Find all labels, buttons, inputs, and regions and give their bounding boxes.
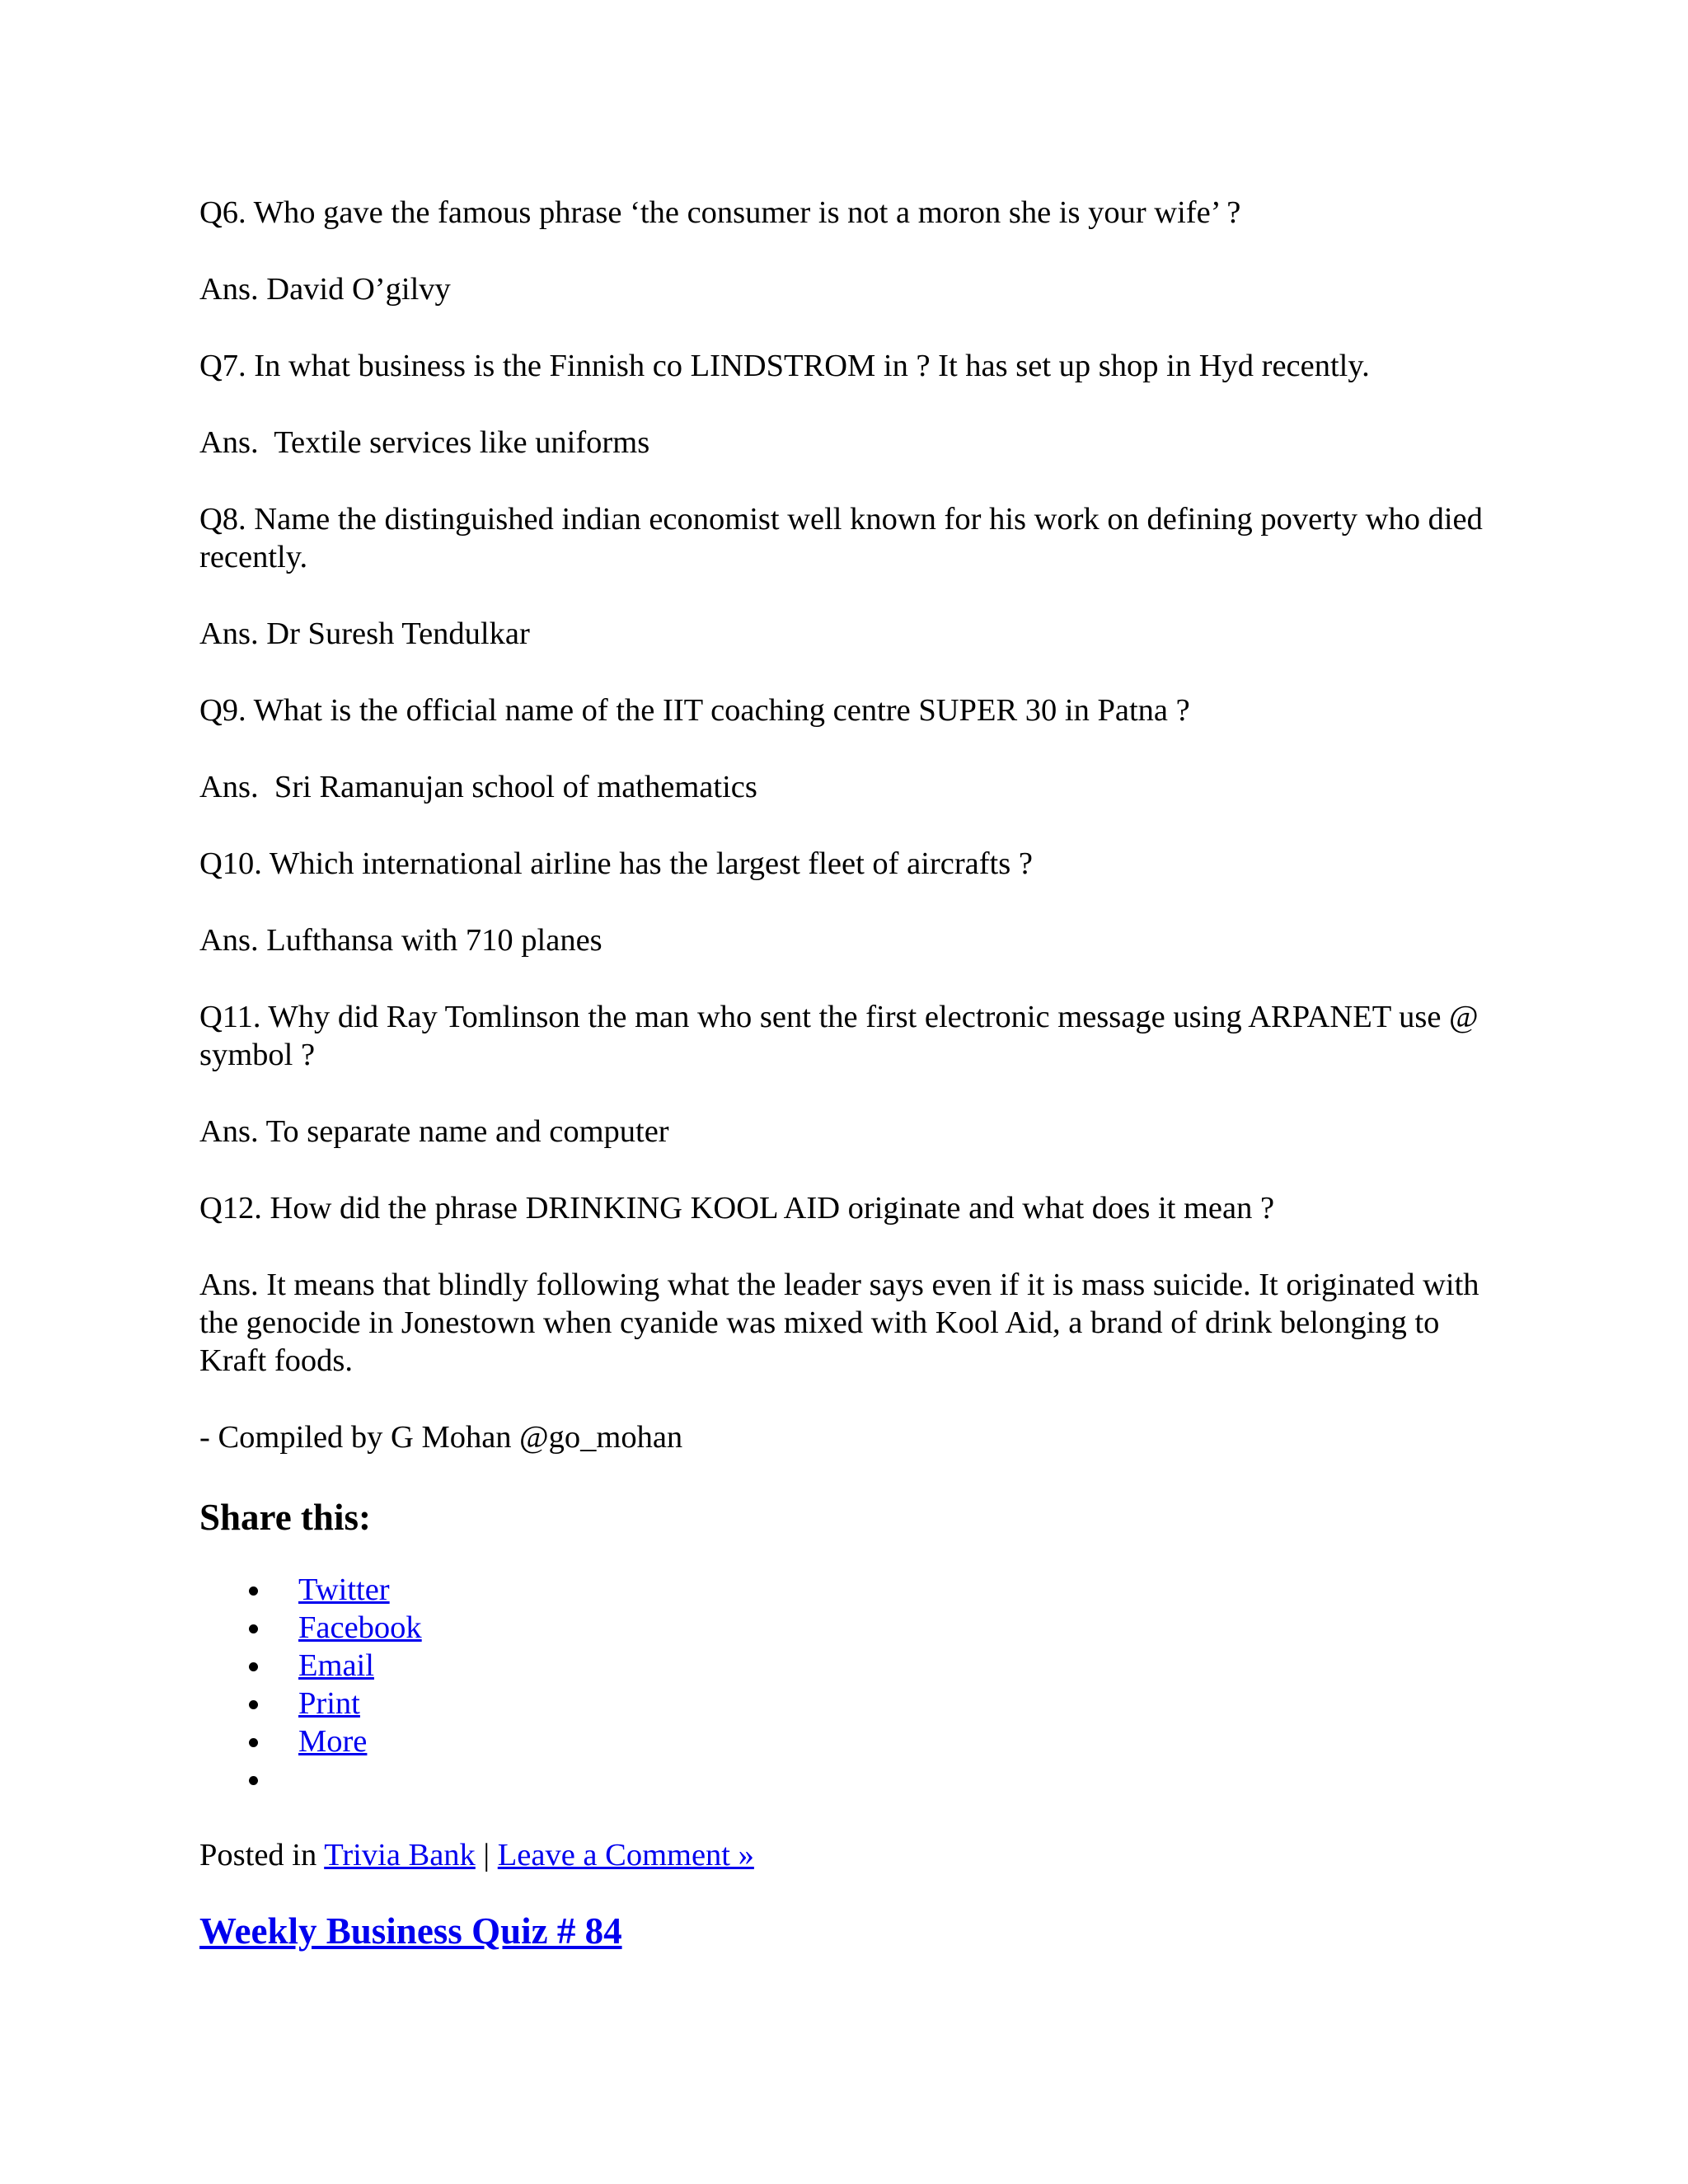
leave-comment-link[interactable]: Leave a Comment » xyxy=(497,1838,754,1872)
article-content xyxy=(199,194,1502,1953)
share-heading: Share this: xyxy=(199,1497,371,1538)
question-q11: Q11. Why did Ray Tomlinson the man who sent the first electronic message using ARPANET use @ symbol ? xyxy=(199,1000,1479,1072)
question-q9: Q9. What is the official name of the IIT coaching centre SUPER 30 in Patna ? xyxy=(199,693,1190,728)
share-item-facebook xyxy=(199,1609,1502,1647)
share-item-twitter xyxy=(199,1571,1502,1609)
bullet-icon xyxy=(249,1662,258,1671)
question-q12: Q12. How did the phrase DRINKING KOOL AID originate and what does it mean ? xyxy=(199,1191,1275,1226)
bullet-icon xyxy=(249,1776,258,1785)
meta-separator: | xyxy=(475,1838,498,1872)
question-q7: Q7. In what business is the Finnish co LINDSTROM in ? It has set up shop in Hyd recently. xyxy=(199,349,1370,383)
answer-q9: Ans. Sri Ramanujan school of mathematics xyxy=(199,770,757,804)
post-meta xyxy=(199,1836,1502,1874)
answer-q10: Ans. Lufthansa with 710 planes xyxy=(199,923,603,958)
bullet-icon xyxy=(249,1586,258,1596)
posted-in-label: Posted in xyxy=(199,1838,325,1872)
compiled-by-credit: - Compiled by G Mohan @go_mohan xyxy=(199,1420,683,1455)
question-q8: Q8. Name the distinguished indian economist well known for his work on defining poverty who died recently. xyxy=(199,502,1483,574)
question-q6: Q6. Who gave the famous phrase ‘the consumer is not a moron she is your wife’ ? xyxy=(199,195,1241,230)
share-item-print xyxy=(199,1685,1502,1722)
share-twitter-link[interactable]: Twitter xyxy=(298,1572,390,1607)
share-links-list xyxy=(199,1571,1502,1798)
bullet-icon xyxy=(249,1624,258,1633)
share-more-link[interactable]: More xyxy=(298,1724,368,1759)
answer-q8: Ans. Dr Suresh Tendulkar xyxy=(199,616,530,651)
answer-q12: Ans. It means that blindly following what the leader says even if it is mass suicide. It originated with the genocide in Jonestown when cyanide was mixed with Kool Aid, a brand of drink belonging to Kraft foods. xyxy=(199,1268,1479,1378)
next-post-title xyxy=(199,1909,1502,1953)
next-post-link[interactable]: Weekly Business Quiz # 84 xyxy=(199,1910,622,1952)
answer-q11: Ans. To separate name and computer xyxy=(199,1114,669,1149)
category-link[interactable]: Trivia Bank xyxy=(324,1838,476,1872)
bullet-icon xyxy=(249,1738,258,1747)
question-q10: Q10. Which international airline has the largest fleet of aircrafts ? xyxy=(199,846,1033,881)
answer-q6: Ans. David O’gilvy xyxy=(199,272,451,307)
bullet-icon xyxy=(249,1700,258,1709)
share-print-link[interactable]: Print xyxy=(298,1686,360,1721)
share-item-more xyxy=(199,1722,1502,1760)
share-item-empty xyxy=(199,1760,1502,1798)
answer-q7: Ans. Textile services like uniforms xyxy=(199,425,650,460)
share-email-link[interactable]: Email xyxy=(298,1648,374,1683)
share-facebook-link[interactable]: Facebook xyxy=(298,1610,422,1645)
share-item-email xyxy=(199,1647,1502,1685)
